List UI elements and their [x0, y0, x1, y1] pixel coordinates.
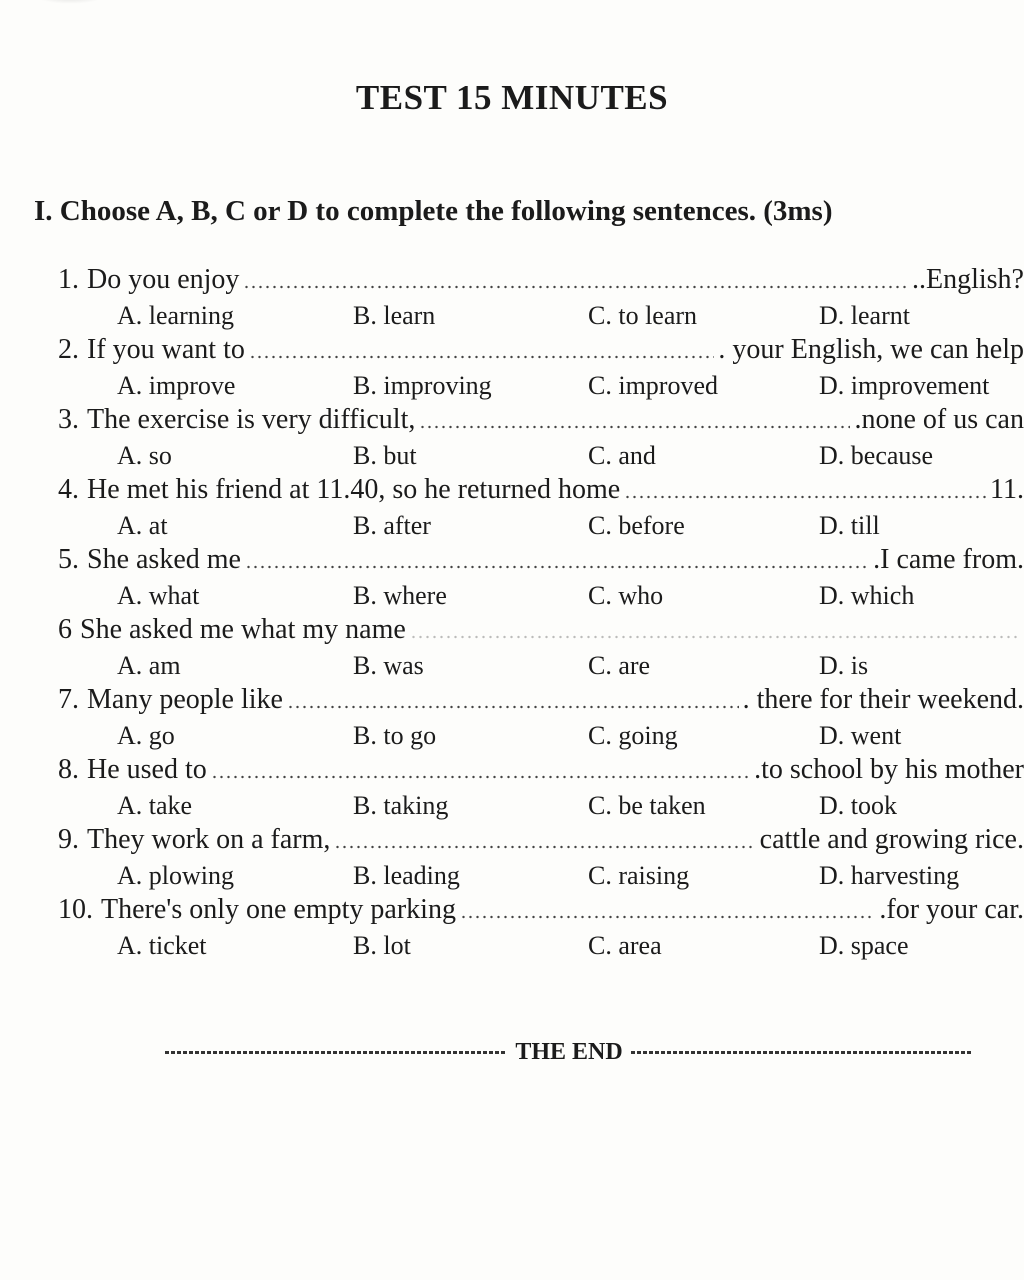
page-smudge	[30, 0, 110, 4]
section-instruction: I. Choose A, B, C or D to complete the following sentences. (3ms)	[34, 195, 833, 227]
option-a: A. plowing	[117, 861, 234, 890]
option-b: B. after	[353, 511, 431, 540]
question-stem	[58, 474, 1024, 508]
question-text-before: The exercise is very difficult,	[87, 404, 416, 435]
option-a: A. what	[117, 581, 200, 610]
question-stem	[58, 614, 1024, 648]
question-number: 3.	[58, 404, 79, 435]
answer-blank	[249, 354, 715, 360]
question-stem	[58, 404, 1024, 438]
answer-blank	[624, 494, 986, 500]
option-b: B. improving	[353, 371, 492, 400]
question-text-before: She asked me what my name	[80, 614, 406, 645]
question-5	[0, 544, 1024, 614]
option-c: C. area	[588, 931, 662, 960]
question-text-after: .I came from.	[873, 544, 1024, 575]
option-c: C. to learn	[588, 301, 698, 330]
option-d: D. space	[819, 931, 909, 960]
page-title: TEST 15 MINUTES	[355, 78, 669, 117]
option-c: C. be taken	[588, 791, 706, 820]
question-text-before: He met his friend at 11.40, so he returned home	[87, 474, 621, 505]
answer-blank	[460, 914, 875, 920]
question-stem	[58, 264, 1024, 298]
option-a: A. so	[117, 441, 172, 470]
option-d: D. which	[819, 581, 915, 610]
option-a: A. improve	[117, 371, 236, 400]
option-c: C. are	[588, 651, 651, 680]
question-text-after: .for your car.	[879, 894, 1024, 925]
option-d: D. because	[819, 441, 934, 470]
question-number: 6	[58, 614, 72, 645]
question-text-before: They work on a farm,	[87, 824, 331, 855]
end-label: THE END	[515, 1038, 623, 1065]
question-7	[0, 684, 1024, 754]
question-text-after: . there for their weekend.	[742, 684, 1024, 715]
question-8	[0, 754, 1024, 824]
question-2	[0, 334, 1024, 404]
question-stem	[58, 754, 1024, 788]
option-c: C. going	[588, 721, 678, 750]
question-stem	[58, 894, 1024, 928]
option-d: D. took	[819, 791, 897, 820]
option-d: D. improvement	[819, 371, 990, 400]
question-number: 10.	[58, 894, 93, 925]
option-a: A. take	[117, 791, 193, 820]
answer-blank	[211, 774, 750, 780]
option-a: A. go	[117, 721, 175, 750]
option-b: B. where	[353, 581, 447, 610]
end-divider-right	[631, 1051, 973, 1054]
option-b: B. was	[353, 651, 424, 680]
option-d: D. learnt	[819, 301, 910, 330]
question-text-before: There's only one empty parking	[101, 894, 456, 925]
option-d: D. till	[819, 511, 880, 540]
question-stem	[58, 824, 1024, 858]
option-a: A. learning	[117, 301, 234, 330]
question-9	[0, 824, 1024, 894]
question-3	[0, 404, 1024, 474]
option-d: D. is	[819, 651, 869, 680]
answer-blank	[419, 424, 850, 430]
option-d: D. harvesting	[819, 861, 960, 890]
question-text-before: She asked me	[87, 544, 241, 575]
question-stem	[58, 334, 1024, 368]
option-b: B. learn	[353, 301, 436, 330]
option-b: B. lot	[353, 931, 411, 960]
option-c: C. raising	[588, 861, 690, 890]
question-text-before: Many people like	[87, 684, 283, 715]
question-4	[0, 474, 1024, 544]
option-a: A. ticket	[117, 931, 207, 960]
question-number: 7.	[58, 684, 79, 715]
question-text-after: .none of us can	[854, 404, 1024, 435]
option-d: D. went	[819, 721, 902, 750]
question-list	[0, 264, 1024, 964]
question-text-after: ..English?	[912, 264, 1024, 295]
question-stem	[58, 544, 1024, 578]
question-10	[0, 894, 1024, 964]
end-divider-left	[165, 1051, 507, 1054]
option-b: B. to go	[353, 721, 437, 750]
option-b: B. leading	[353, 861, 460, 890]
question-number: 9.	[58, 824, 79, 855]
question-1	[0, 264, 1024, 334]
question-text-before: He used to	[87, 754, 207, 785]
option-a: A. at	[117, 511, 168, 540]
option-b: B. taking	[353, 791, 449, 820]
option-c: C. who	[588, 581, 664, 610]
answer-blank	[243, 284, 908, 290]
question-number: 4.	[58, 474, 79, 505]
option-c: C. and	[588, 441, 656, 470]
question-text-before: Do you enjoy	[87, 264, 240, 295]
option-b: B. but	[353, 441, 417, 470]
question-6	[0, 614, 1024, 684]
answer-blank	[334, 844, 755, 850]
answer-blank	[287, 704, 739, 710]
question-number: 2.	[58, 334, 79, 365]
question-number: 5.	[58, 544, 79, 575]
question-text-after: cattle and growing rice.	[759, 824, 1024, 855]
end-marker	[165, 1035, 973, 1069]
question-text-after: 11.	[990, 474, 1024, 505]
question-text-after: . your English, we can help	[718, 334, 1024, 365]
option-a: A. am	[117, 651, 181, 680]
question-number: 8.	[58, 754, 79, 785]
question-text-after: .to school by his mother	[754, 754, 1024, 785]
question-text-before: If you want to	[87, 334, 245, 365]
option-c: C. improved	[588, 371, 718, 400]
option-c: C. before	[588, 511, 685, 540]
question-number: 1.	[58, 264, 79, 295]
question-stem	[58, 684, 1024, 718]
answer-blank	[410, 634, 1020, 640]
answer-blank	[245, 564, 869, 570]
